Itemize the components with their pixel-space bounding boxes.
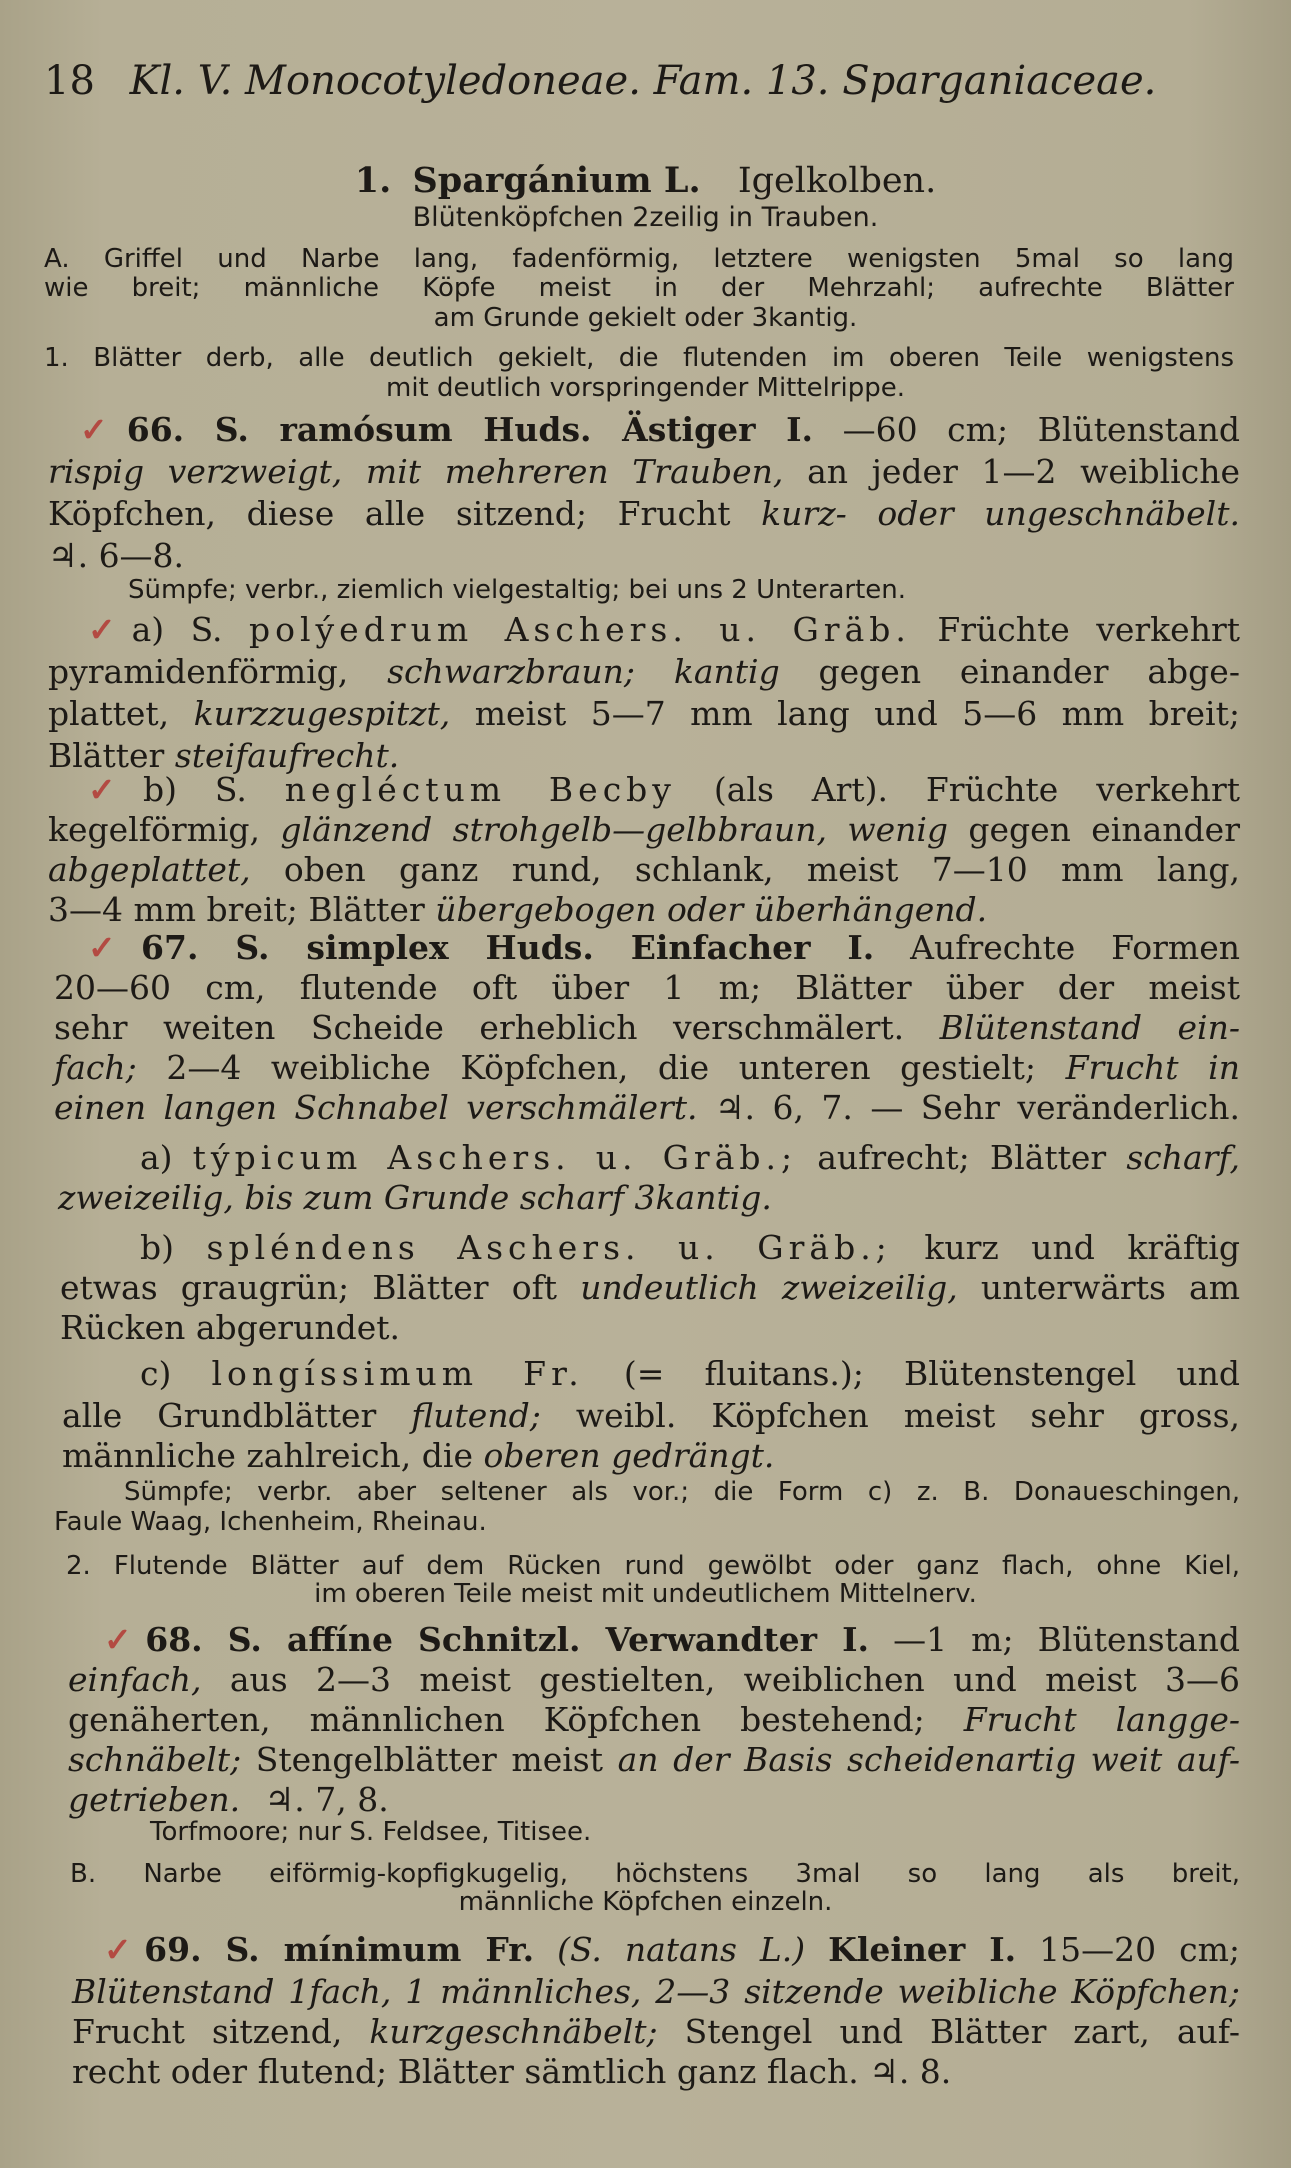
species-66-habitat: Sümpfe; verbr., ziemlich vielgestaltig; bei uns 2 Unterarten. (128, 575, 907, 605)
key-1-line-2: mit deutlich vorspringender Mittelrippe. (386, 373, 905, 403)
species-66-line-1: ✓66. S. ramósum Huds. Ästiger I. —60 cm; Blütenstand (80, 410, 1240, 449)
running-header (44, 58, 1156, 104)
species-68-line-3: genäherten, männlichen Köpfchen bestehend; Frucht langge- (68, 1700, 1240, 1739)
subspecies-66b-line-1: ✓b) S. negléctum Becby (als Art). Früchte verkehrt (88, 770, 1240, 809)
species-67-habitat-1: Sümpfe; verbr. aber seltener als vor.; die Form c) z. B. Donaueschingen, (124, 1477, 1240, 1507)
subspecies-66a-line-3: plattet, kurzzugespitzt, meist 5—7 mm lang und 5—6 mm breit; (48, 694, 1240, 733)
species-66-heading: 66. S. ramósum Huds. Ästiger I. (126, 410, 814, 449)
check-mark-icon: ✓ (88, 928, 142, 967)
key-b-line-2: männliche Köpfchen einzeln. (458, 1887, 833, 1917)
subspecies-66a-line-2: pyramidenförmig, schwarzbraun; kantig gegen einander abge- (48, 652, 1240, 691)
key-a-line-1: A. Griffel und Narbe lang, fadenförmig, letztere wenigsten 5mal so lang (44, 244, 1234, 274)
species-69-line-1: ✓69. S. mínimum Fr. (S. natans L.) Kleiner I. 15—20 cm; (104, 1930, 1241, 1969)
species-67-line-2: 20—60 cm, flutende oft über 1 m; Blätter über der meist (54, 968, 1240, 1007)
species-67-line-5: einen langen Schnabel verschmälert. ♃. 6, 7. — Sehr veränderlich. (54, 1088, 1240, 1127)
genus-title: 1. Spargánium L. Igelkolben. (354, 160, 937, 201)
check-mark-icon: ✓ (104, 1620, 146, 1659)
species-69-line-3: Frucht sitzend, kurzgeschnäbelt; Stengel und Blätter zart, auf- (72, 2012, 1240, 2051)
subspecies-66a-line-1: ✓a) S. polýedrum Aschers. u. Gräb. Früchte verkehrt (88, 610, 1240, 649)
subspecies-67c-line-1: c) longíssimum Fr. (= fluitans.); Blütenstengel und (140, 1354, 1240, 1393)
key-2-line-2: im oberen Teile meist mit undeutlichem Mittelnerv. (314, 1579, 977, 1609)
subspecies-67c-line-2: alle Grundblätter flutend; weibl. Köpfchen meist sehr gross, (62, 1396, 1240, 1435)
species-69-line-2: Blütenstand 1fach, 1 männliches, 2—3 sitzende weibliche Köpfchen; (72, 1972, 1240, 2011)
species-66-line-3: Köpfchen, diese alle sitzend; Frucht kurz- oder ungeschnäbelt. (48, 494, 1240, 533)
subspecies-67b-line-3: Rücken abgerundet. (60, 1308, 400, 1347)
key-2-line-1: 2. Flutende Blätter auf dem Rücken rund gewölbt oder ganz flach, ohne Kiel, (66, 1551, 1240, 1581)
species-66-line-4: ♃. 6—8. (48, 536, 185, 575)
check-mark-icon: ✓ (104, 1930, 145, 1969)
species-68-line-5: getrieben. ♃. 7, 8. (68, 1780, 389, 1819)
subspecies-66b-line-4: 3—4 mm breit; Blätter übergebogen oder überhängend. (48, 890, 988, 929)
species-69-line-4: recht oder flutend; Blätter sämtlich ganz flach. ♃. 8. (72, 2052, 952, 2091)
subspecies-67c-line-3: männliche zahlreich, die oberen gedrängt. (62, 1436, 775, 1475)
subspecies-67b-line-1: b) spléndens Aschers. u. Gräb.; kurz und kräftig (140, 1228, 1240, 1267)
check-mark-icon: ✓ (88, 610, 132, 649)
species-68-heading: 68. S. affíne Schnitzl. Verwandter I. (145, 1620, 869, 1659)
check-mark-icon: ✓ (80, 410, 127, 449)
species-68-line-4: schnäbelt; Stengelblätter meist an der Basis scheidenartig weit auf- (68, 1740, 1240, 1779)
species-68-habitat: Torfmoore; nur S. Feldsee, Titisee. (150, 1817, 592, 1847)
species-66-line-2: rispig verzweigt, mit mehreren Trauben, an jeder 1—2 weibliche (48, 452, 1240, 491)
key-a-line-3: am Grunde gekielt oder 3kantig. (433, 303, 858, 333)
species-67-habitat-2: Faule Waag, Ichenheim, Rheinau. (54, 1507, 487, 1537)
page-number: 18 (44, 58, 95, 104)
species-67-line-3: sehr weiten Scheide erheblich verschmälert. Blütenstand ein- (54, 1008, 1241, 1047)
key-b-line-1: B. Narbe eiförmig-kopfigkugelig, höchstens 3mal so lang als breit, (70, 1859, 1240, 1889)
key-1-line-1: 1. Blätter derb, alle deutlich gekielt, die flutenden im oberen Teile wenigstens (44, 343, 1234, 373)
genus-subtitle: Blütenköpfchen 2zeilig in Trauben. (412, 202, 879, 233)
species-68-line-1: ✓68. S. affíne Schnitzl. Verwandter I. —1 m; Blütenstand (104, 1620, 1240, 1659)
species-68-line-2: einfach, aus 2—3 meist gestielten, weiblichen und meist 3—6 (68, 1660, 1240, 1699)
subspecies-67a-line-1: a) týpicum Aschers. u. Gräb.; aufrecht; Blätter scharf, (140, 1138, 1240, 1177)
key-a-line-2: wie breit; männliche Köpfe meist in der Mehrzahl; aufrechte Blätter (44, 273, 1234, 303)
subspecies-66a-line-4: Blätter steifaufrecht. (48, 736, 400, 775)
species-67-line-1: ✓67. S. simplex Huds. Einfacher I. Aufrechte Formen (88, 928, 1240, 967)
subspecies-67b-line-2: etwas graugrün; Blätter oft undeutlich zweizeilig, unterwärts am (60, 1268, 1240, 1307)
subspecies-66b-line-2: kegelförmig, glänzend strohgelb—gelbbraun, wenig gegen einander (48, 810, 1240, 849)
species-69-heading: 69. S. mínimum Fr. (144, 1930, 535, 1969)
check-mark-icon: ✓ (88, 770, 144, 809)
subspecies-66b-line-3: abgeplattet, oben ganz rund, schlank, meist 7—10 mm lang, (48, 850, 1240, 889)
running-title: Kl. V. Monocotyledoneae. Fam. 13. Sparganiaceae. (129, 58, 1157, 104)
species-67-heading: 67. S. simplex Huds. Einfacher I. (141, 928, 875, 967)
species-67-line-4: fach; 2—4 weibliche Köpfchen, die unteren gestielt; Frucht in (54, 1048, 1240, 1087)
subspecies-67a-line-2: zweizeilig, bis zum Grunde scharf 3kantig. (58, 1178, 772, 1217)
